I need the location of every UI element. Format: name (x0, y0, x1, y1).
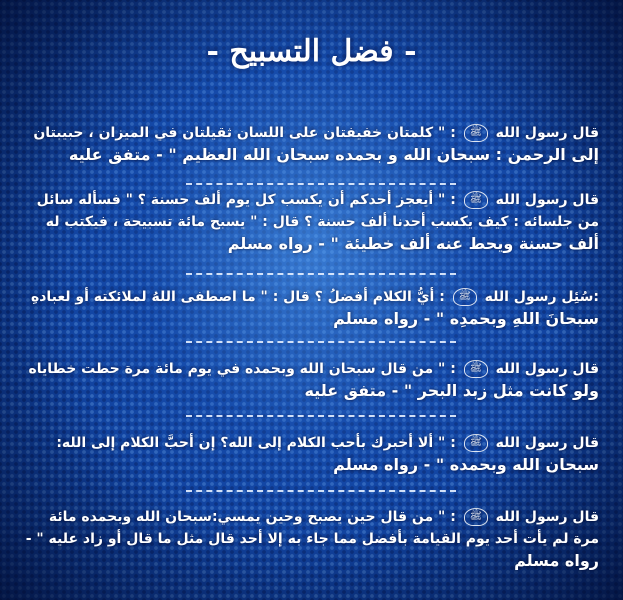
hadith-3-text: : أيُّ الكلام أفضلُ ؟ قال : " ما اصطفى اللهُ لملائكته أو لعبادهِ (30, 289, 445, 305)
hadith-1-line-1 (24, 122, 599, 144)
hadith-3-line-1 (24, 286, 599, 308)
hadith-3 (24, 286, 599, 330)
hadith-5-text: : " ألا أخبرك بأحب الكلام إلى الله؟ إن أحبَّ الكلام إلى الله: (56, 435, 456, 451)
hadith-2-intro: قال رسول الله (495, 192, 599, 208)
pbuh-calligraphy-icon: ﷺ (464, 434, 488, 452)
dashed-divider (186, 415, 456, 417)
pbuh-calligraphy-icon: ﷺ (464, 360, 488, 378)
hadith-4 (24, 358, 599, 402)
dashed-divider (186, 273, 456, 275)
pbuh-calligraphy-icon: ﷺ (453, 288, 477, 306)
pbuh-calligraphy-icon: ﷺ (464, 124, 488, 142)
hadith-3-line-2: سبحانَ اللهِ وبحمدِه " - رواه مسلم (333, 309, 599, 328)
hadith-6-text: : " من قال حين يصبح وحين يمسي:سبحان الله وبحمده مائة (48, 509, 456, 525)
hadith-4-line-2: ولو كانت مثل زبد البحر " - متفق عليه (304, 381, 599, 400)
hadith-5 (24, 432, 599, 476)
hadith-5-line-2: سبحان الله وبحمده " - رواه مسلم (333, 455, 599, 474)
hadith-6-line-3: رواه مسلم (514, 551, 599, 570)
hadith-1-text: : " كلمتان خفيفتان على اللسان ثقيلتان في الميزان ، حبيبتان (33, 125, 456, 141)
hadith-2-line-2: من جلسائه : كيف يكسب أحدنا ألف حسنة ؟ قال : " يسبح مائة تسبيحة ، فيكتب له (45, 214, 599, 230)
hadith-5-line-1 (24, 432, 599, 454)
hadith-6-line-1 (24, 506, 599, 528)
hadith-6 (24, 506, 599, 572)
hadith-3-intro: :سُئِل رسول الله (484, 289, 599, 305)
pbuh-calligraphy-icon: ﷺ (464, 191, 488, 209)
hadith-6-line-2: مرة لم يأت أحد يوم القيامة بأفضل مما جاء به إلا أحد قال مثل ما قال أو زاد عليه " - (25, 531, 599, 547)
hadith-4-text: : " من قال سبحان الله وبحمده في يوم مائة مرة حطت خطاياه (28, 361, 456, 377)
hadith-1-line-2: إلى الرحمن : سبحان الله و بحمده سبحان الله العظيم " - متفق عليه (68, 145, 599, 164)
dashed-divider (186, 341, 456, 343)
hadith-1 (24, 122, 599, 166)
hadith-5-intro: قال رسول الله (495, 435, 599, 451)
hadith-2-text: : " أيعجز أحدكم أن يكسب كل يوم ألف حسنة ؟ " فسأله سائل (36, 192, 456, 208)
dashed-divider (186, 183, 456, 185)
dashed-divider (186, 490, 456, 492)
hadith-4-intro: قال رسول الله (495, 361, 599, 377)
hadith-2-line-1 (24, 189, 599, 211)
hadith-4-line-1 (24, 358, 599, 380)
hadith-2 (24, 189, 599, 255)
hadith-2-line-3: ألف حسنة ويحط عنه ألف خطيئة " - رواه مسلم (227, 234, 599, 253)
hadith-1-intro: قال رسول الله (495, 125, 599, 141)
hadith-6-intro: قال رسول الله (495, 509, 599, 525)
poster-title: - فضل التسبيح - (206, 34, 417, 69)
pbuh-calligraphy-icon: ﷺ (464, 508, 488, 526)
